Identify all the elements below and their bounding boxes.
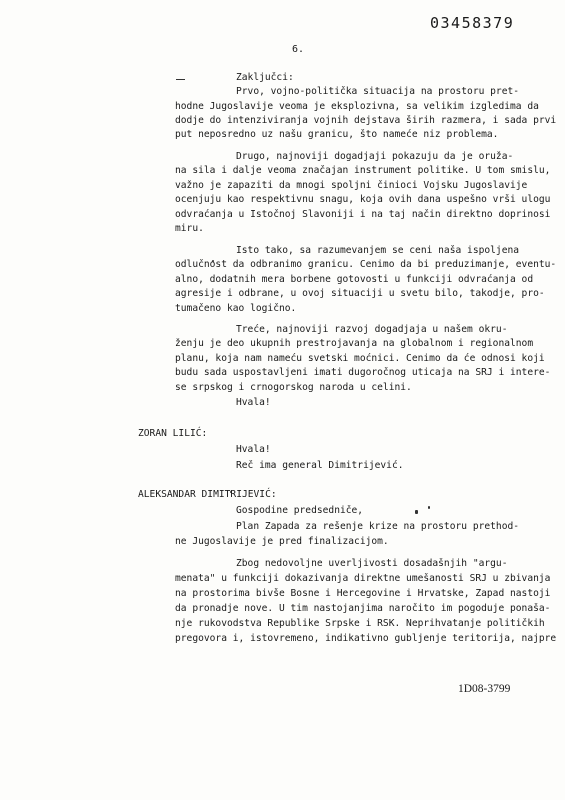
text-line: menata" u funkciji dokazivanja direktne umešanosti SRJ u zbivanja [175,573,551,584]
text-line: nje rukovodstva Republike Srpske i RSK. Neprihvatanje političkih [175,618,545,629]
text-line: planu, koja nam nameću svetski moćnici. Cenimo da će odnosi koji [175,353,545,364]
text-line: da pronadje nove. U tim nastojanjima naročito im pogoduje ponaša- [175,603,551,614]
text-line: na sila i dalje veoma značajan instrument politike. U tom smislu, [175,165,551,176]
scan-mark [415,510,418,514]
text-line: budu sada uspostavljeni imati dugoročnog uticaja na SRJ i intere- [175,367,551,378]
page-number: 6. [292,44,305,55]
text-line: agresije i odbrane, u ovoj situaciji u svetu bilo, takodje, pro- [175,288,545,299]
text-line: alno, dodatnih mera borbene gotovosti u funkciji odvraćanja od [175,274,534,285]
section-heading: Zaključci: [236,72,294,83]
text-line: ženju je deo ukupnih prestrojavanja na globalnom i regionalnom [175,338,534,349]
text-line: ne Jugoslavije je pred finalizacijom. [175,536,389,547]
text-line: miru. [175,223,204,234]
text-line: Hvala! [236,444,271,455]
text-line: hodne Jugoslavije veoma je eksplozivna, sa velikim izgledima da [175,101,539,112]
text-line: Plan Zapada za rešenje krize na prostoru prethod- [236,521,520,532]
text-line: Prvo, vojno-politička situacija na prostoru pret- [236,86,520,97]
text-line: odlučnost da odbranimo granicu. Cenimo da bi preduzimanje, eventu- [175,259,557,270]
text-line: na prostorima bivše Bosne i Hercegovine i Hrvatske, Zapad nastoji [175,588,551,599]
text-line: dodje do intenziviranja vojnih dejstava širih razmera, i sada prvi [175,115,557,126]
text-line: Isto tako, sa razumevanjem se ceni naša ispoljena [236,245,520,256]
text-line: ocenjuju kao respektivnu snagu, koja ovih dana uspešno vrši ulogu [175,194,551,205]
text-line: se srpskog i crnogorskog naroda u celini. [175,382,412,393]
document-id: 03458379 [430,14,515,32]
text-line: put neposredno uz našu granicu, što nameće niz problema. [175,129,499,140]
speaker-name: ZORAN LILIĆ: [138,428,208,439]
text-line: važno je zapaziti da mnogi spoljni činioci Vojsku Jugoslavije [175,180,528,191]
text-line: tumačeno kao logično. [175,303,297,314]
text-line: Drugo, najnoviji dogadjaji pokazuju da je oruža- [236,151,514,162]
text-line: odvraćanja u Istočnoj Slavoniji i na taj način direktno doprinosi [175,209,551,220]
text-line: Treće, najnoviji razvoj dogadjaja u našem okru- [236,324,508,335]
speaker-name: ALEKSANDAR DIMITRIJEVIĆ: [138,489,277,500]
text-line: pregovora i, istovremeno, indikativno gubljenje teritorija, najpre [175,633,557,644]
text-line: Zbog nedovoljne uverljivosti dosadašnjih "argu- [236,558,508,569]
text-line: Hvala! [236,397,271,408]
scan-mark [428,506,430,509]
text-line: Reč ima general Dimitrijević. [236,460,404,471]
text-line: Gospodine predsedniče, [236,505,364,516]
scan-mark [176,79,185,80]
footer-code: 1D08-3799 [458,683,511,695]
